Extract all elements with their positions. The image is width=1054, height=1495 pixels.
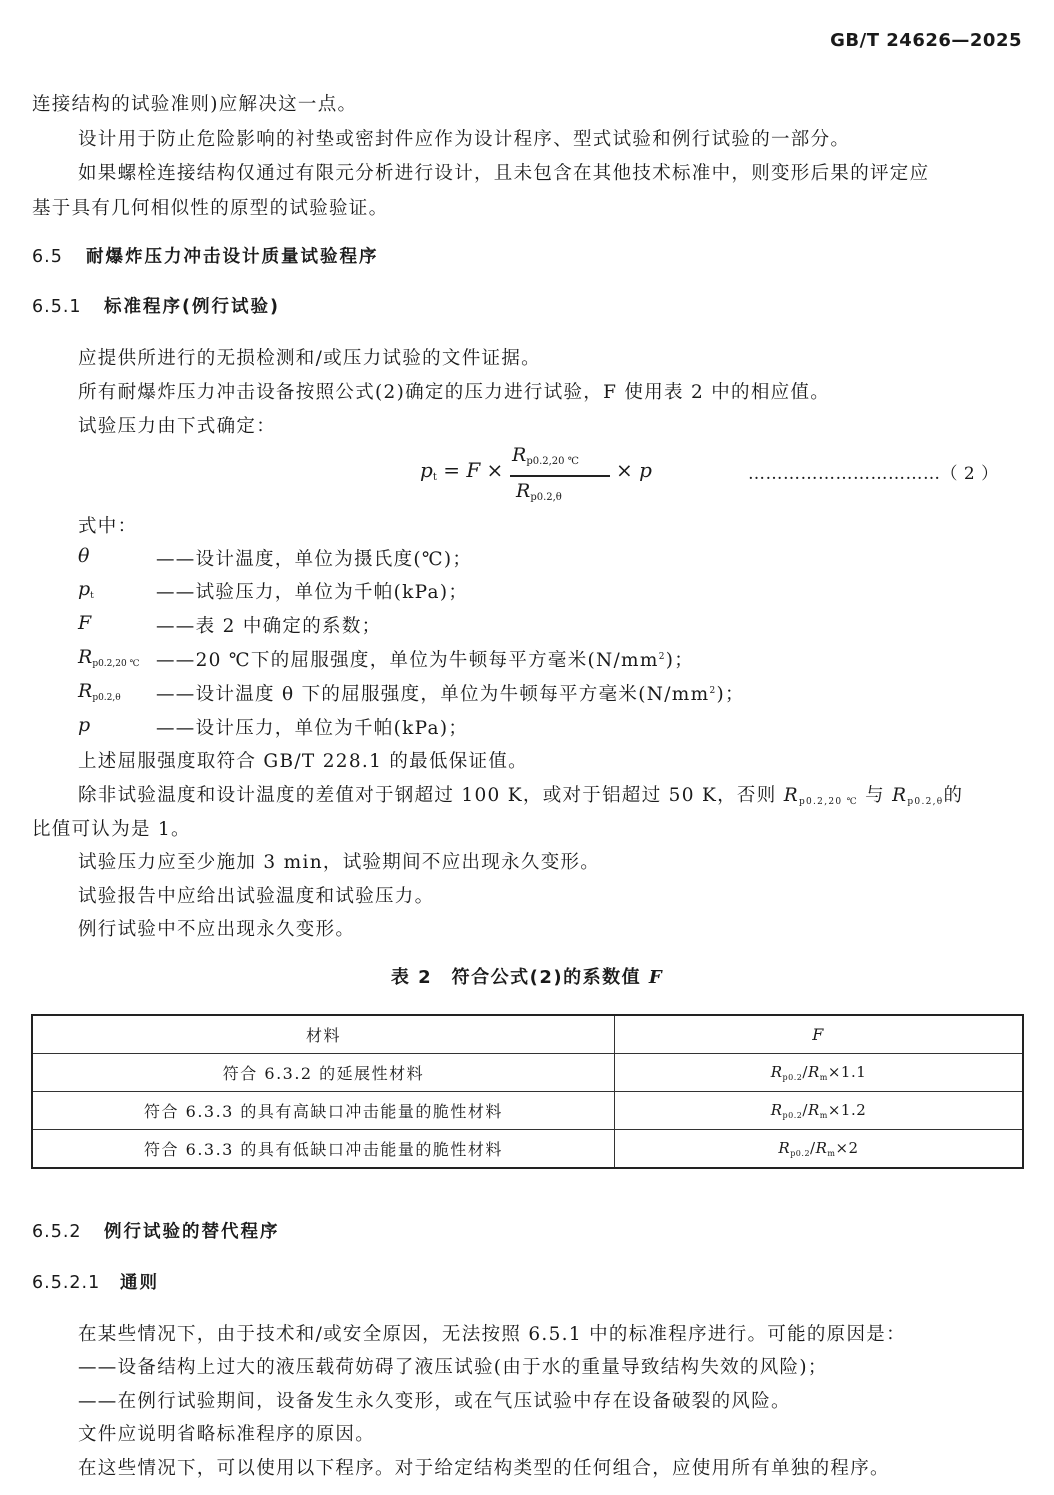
variable-definition: ——设计压力，单位为千帕(kPa)；	[156, 718, 469, 739]
material-cell: 符合 6.3.3 的具有低缺口冲击能量的脆性材料	[32, 1130, 615, 1169]
paragraph: 例行试验中不应出现永久变形。	[78, 919, 356, 940]
section-heading-6-5-1	[32, 293, 280, 318]
paragraph: 试验压力由下式确定：	[78, 416, 277, 437]
section-title: 标准程序(例行试验)	[104, 297, 280, 317]
document-id: GB/T 24626—2025	[830, 30, 1022, 51]
variable-definition: ——试验压力，单位为千帕(kPa)；	[156, 582, 469, 603]
formula-denominator: $R_{p0.2,\theta}$	[516, 480, 562, 503]
section-number: 6.5.2.1	[32, 1273, 101, 1293]
section-number: 6.5.1	[32, 297, 82, 317]
table-row	[32, 1130, 1023, 1169]
paragraph: 所有耐爆炸压力冲击设备按照公式(2)确定的压力进行试验，F 使用表 2 中的相应值。	[78, 382, 831, 403]
column-header-f: F	[615, 1015, 1024, 1054]
variable-symbol: θ	[78, 545, 90, 567]
paragraph: 比值可认为是 1。	[32, 819, 191, 840]
formula-numerator: $R_{p0.2,20 ℃}$	[512, 444, 579, 467]
variable-symbol: F	[78, 612, 92, 634]
variable-definition: ——设计温度，单位为摄氏度(℃)；	[156, 549, 473, 570]
f-value-cell: $R_{p0.2}/R_m\times 2$	[615, 1130, 1024, 1169]
where-label: 式中：	[78, 516, 138, 537]
table-row	[32, 1054, 1023, 1092]
formula-2	[420, 444, 652, 504]
section-heading-6-5-2	[32, 1218, 280, 1243]
variable-symbol: $R_{p0.2,\theta}$	[78, 680, 121, 703]
variable-definition: ——设计温度 θ 下的屈服强度，单位为牛顿每平方毫米$(N/mm^2)$；	[156, 684, 745, 705]
list-item: ——设备结构上过大的液压载荷妨碍了液压试验(由于水的重量导致结构失效的风险)；	[78, 1357, 828, 1378]
variable-symbol: p	[78, 714, 91, 736]
paragraph: 试验压力应至少施加 3 min，试验期间不应出现永久变形。	[78, 852, 601, 873]
section-title: 通则	[120, 1273, 159, 1293]
section-heading-6-5-2-1	[32, 1269, 159, 1294]
table-caption: 表 2 符合公式(2)的系数值 F	[390, 967, 664, 988]
variable-definition: ——20 ℃下的屈服强度，单位为牛顿每平方毫米$(N/mm^2)$；	[156, 650, 695, 671]
section-number: 6.5.2	[32, 1222, 82, 1242]
paragraph: 在某些情况下，由于技术和/或安全原因，无法按照 6.5.1 中的标准程序进行。可能的原因是：	[78, 1324, 906, 1345]
paragraph: 上述屈服强度取符合 GB/T 228.1 的最低保证值。	[78, 751, 528, 772]
f-value-cell: $R_{p0.2}/R_m\times 1.2$	[615, 1092, 1024, 1130]
paragraph: 如果螺栓连接结构仅通过有限元分析进行设计，且未包含在其他技术标准中，则变形后果的评定应	[78, 163, 930, 184]
paragraph: 除非试验温度和设计温度的差值对于钢超过 100 K，或对于铝超过 50 K，否则 $R_{p0.2,20 ℃}$ 与 $R_{p0.2,\theta}$的	[78, 785, 964, 807]
paragraph: 在这些情况下，可以使用以下程序。对于给定结构类型的任何组合，应使用所有单独的程序。	[78, 1458, 890, 1479]
section-number: 6.5	[32, 247, 63, 267]
formula-lhs: $p_t = F$ ×	[420, 458, 504, 483]
paragraph: 试验报告中应给出试验温度和试验压力。	[78, 886, 435, 907]
column-header-material: 材料	[32, 1015, 615, 1054]
paragraph: 基于具有几何相似性的原型的试验验证。	[32, 198, 389, 219]
section-title: 耐爆炸压力冲击设计质量试验程序	[86, 247, 379, 267]
section-title: 例行试验的替代程序	[104, 1222, 280, 1242]
fraction-bar	[510, 475, 610, 477]
paragraph: 连接结构的试验准则)应解决这一点。	[32, 94, 358, 115]
variable-symbol: $p_t$	[78, 578, 94, 601]
variable-definition: ——表 2 中确定的系数；	[156, 616, 382, 637]
f-value-cell: $R_{p0.2}/R_m\times 1.1$	[615, 1054, 1024, 1092]
formula-rhs: × p	[616, 458, 652, 482]
formula-number: ……………………………（ 2 ）	[748, 464, 999, 484]
variable-symbol: $R_{p0.2,20 ℃}$	[78, 646, 140, 669]
material-cell: 符合 6.3.3 的具有高缺口冲击能量的脆性材料	[32, 1092, 615, 1130]
paragraph: 设计用于防止危险影响的衬垫或密封件应作为设计程序、型式试验和例行试验的一部分。	[78, 129, 851, 150]
paragraph: 应提供所进行的无损检测和/或压力试验的文件证据。	[78, 348, 541, 369]
coefficient-table	[31, 1014, 1024, 1169]
paragraph: 文件应说明省略标准程序的原因。	[78, 1424, 376, 1445]
table-header-row	[32, 1015, 1023, 1054]
section-heading-6-5	[32, 243, 379, 268]
list-item: ——在例行试验期间，设备发生永久变形，或在气压试验中存在设备破裂的风险。	[78, 1391, 791, 1412]
table-row	[32, 1092, 1023, 1130]
material-cell: 符合 6.3.2 的延展性材料	[32, 1054, 615, 1092]
